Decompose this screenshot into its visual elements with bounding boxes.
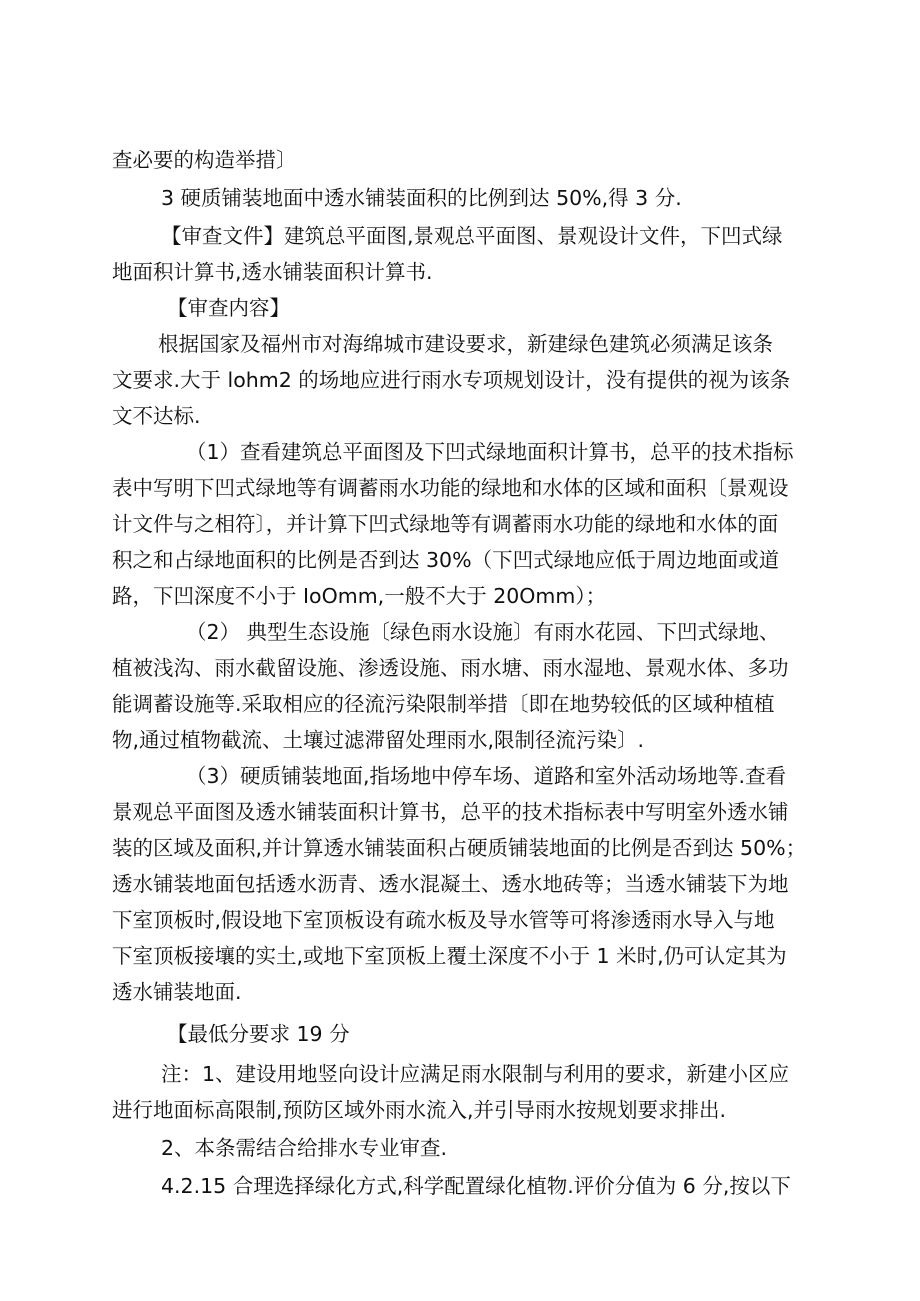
text-line: 文要求.大于 lohm2 的场地应进行雨水专项规划设计，没有提供的视为该条 — [112, 368, 791, 392]
text-line: 能调蓄设施等.采取相应的径流污染限制举措〔即在地势较低的区域种植植 — [112, 692, 775, 716]
text-line: （2） 典型生态设施〔绿色雨水设施〕有雨水花园、下凹式绿地、 — [186, 620, 780, 644]
text-line: 【审查文件】建筑总平面图,景观总平面图、景观设计文件，下凹式绿 — [161, 224, 783, 248]
text-line: （1）查看建筑总平面图及下凹式绿地面积计算书，总平的技术指标 — [186, 440, 794, 464]
text-line: 透水铺装地面. — [112, 980, 242, 1004]
text-line: 表中写明下凹式绿地等有调蓄雨水功能的绿地和水体的区域和面积〔景观设 — [112, 476, 789, 500]
text-line: 下室顶板时,假设地下室顶板设有疏水板及导水管等可将渗透雨水导入与地 — [112, 908, 775, 932]
section-heading: 【审查内容】 — [167, 296, 290, 320]
text-segment: 3 硬质铺装地面中透水铺装面积的比例到达 50%,得 3 分. — [161, 186, 682, 210]
text-line: 透水铺装地面包括透水沥青、透水混凝土、透水地砖等；当透水铺装下为地 — [112, 872, 789, 896]
text-line: 4.2.15 合理选择绿化方式,科学配置绿化植物.评价分值为 6 分,按以下 — [161, 1174, 791, 1198]
text-line — [161, 184, 682, 212]
text-line: 物,通过植物截流、土壤过滤滞留处理雨水,限制径流污染〕. — [112, 728, 645, 752]
text-line: 注：1、建设用地竖向设计应满足雨水限制与利用的要求，新建小区应 — [161, 1062, 790, 1086]
text-line: 根据国家及福州市对海绵城市建设要求，新建绿色建筑必须满足该条 — [158, 332, 773, 356]
text-line: （3）硬质铺装地面,指场地中停车场、道路和室外活动场地等.查看 — [186, 764, 787, 788]
text-line: 植被浅沟、雨水截留设施、渗透设施、雨水塘、雨水湿地、景观水体、多功 — [112, 656, 789, 680]
text-line: 路，下凹深度不小于 IoOmm,一般不大于 20Omm）； — [112, 584, 607, 608]
text-line: 进行地面标高限制,预防区域外雨水流入,并引导雨水按规划要求排出. — [112, 1098, 727, 1122]
text-line: 积之和占绿地面积的比例是否到达 30%（下凹式绿地应低于周边地面或道 — [112, 548, 780, 572]
text-line: 装的区域及面积,并计算透水铺装面积占硬质铺装地面的比例是否到达 50%； — [112, 836, 807, 860]
text-line: 下室顶板接壤的实土,或地下室顶板上覆土深度不小于 1 米时,仍可认定其为 — [112, 944, 787, 968]
text-line: 2、本条需结合给排水专业审查. — [161, 1136, 448, 1160]
text-line: 计文件与之相符〕，并计算下凹式绿地等有调蓄雨水功能的绿地和水体的面 — [112, 512, 779, 536]
text-line: 文不达标. — [112, 404, 201, 428]
section-heading: 【最低分要求 19 分 — [167, 1022, 350, 1046]
text-line: 地面积计算书,透水铺装面积计算书. — [112, 260, 433, 284]
text-line: 查必要的构造举措〕 — [112, 148, 297, 172]
text-line: 景观总平面图及透水铺装面积计算书，总平的技术指标表中写明室外透水铺 — [112, 800, 789, 824]
